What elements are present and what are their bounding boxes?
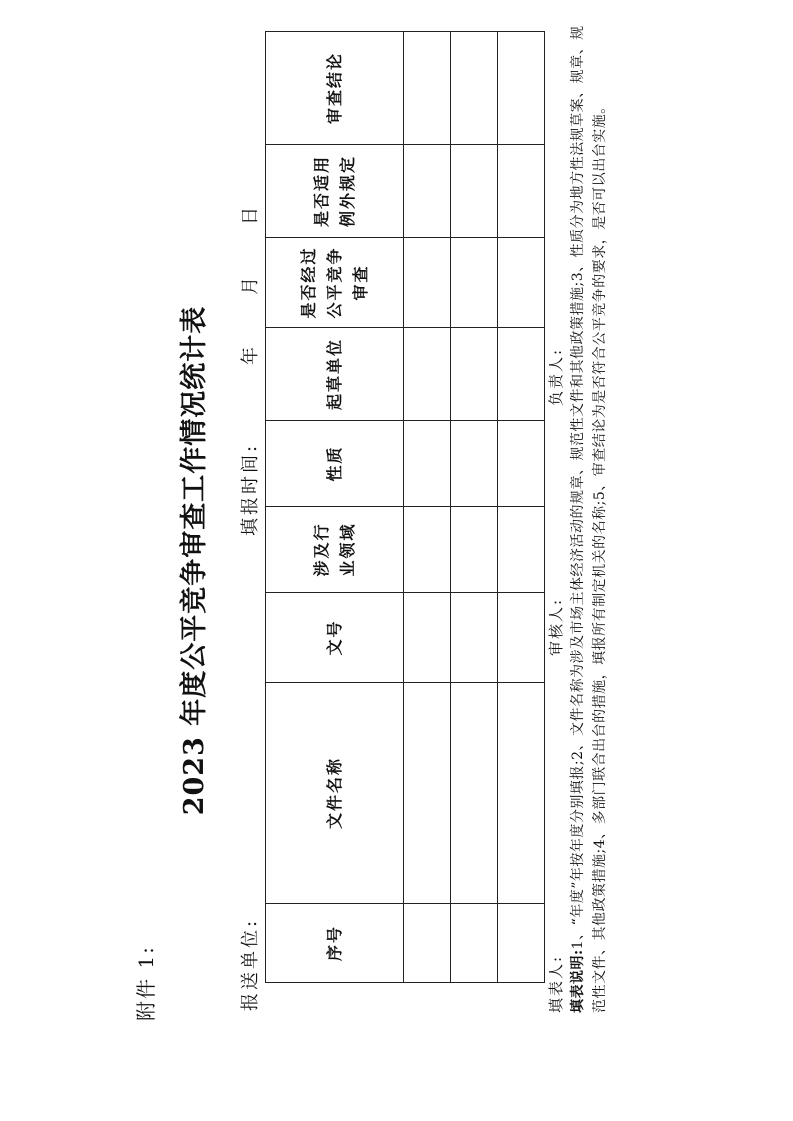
table-cell — [404, 421, 451, 507]
table-cell — [451, 145, 498, 238]
column-header-line: 性质 — [324, 445, 344, 482]
column-header — [266, 421, 404, 507]
table-cell — [498, 421, 545, 507]
column-header-line: 例外规定 — [337, 155, 357, 228]
table-cell — [451, 32, 498, 145]
table-cell — [404, 904, 451, 983]
table-cell — [404, 145, 451, 238]
table-row — [498, 32, 545, 983]
reviewer-signature-label: 审核人: — [547, 597, 565, 656]
table-cell — [451, 421, 498, 507]
table-cell — [451, 904, 498, 983]
fill-date-label: 填报时间: — [240, 442, 261, 536]
column-header-line: 文号 — [324, 619, 344, 656]
table-cell — [498, 507, 545, 593]
column-header-line: 审查 — [350, 264, 370, 301]
table-cell — [498, 145, 545, 238]
table-cell — [451, 328, 498, 421]
column-header — [266, 683, 404, 904]
column-header — [266, 593, 404, 683]
column-header — [266, 145, 404, 238]
column-header-line: 序号 — [324, 925, 344, 962]
table-cell — [404, 507, 451, 593]
column-header-line: 涉及行 — [311, 522, 331, 577]
fill-date-month: 月 — [240, 274, 261, 295]
filler-signature-label: 填表人: — [547, 954, 565, 1013]
column-header-line: 业领域 — [337, 522, 357, 577]
table-cell — [404, 683, 451, 904]
table-cell — [498, 593, 545, 683]
filling-instructions — [567, 13, 611, 1013]
column-header-line: 文件名称 — [324, 757, 344, 830]
table-cell — [404, 32, 451, 145]
table-header-row — [266, 32, 404, 983]
table-cell — [451, 238, 498, 328]
column-header — [266, 507, 404, 593]
table-cell — [498, 32, 545, 145]
table-cell — [404, 328, 451, 421]
table-body — [404, 32, 545, 983]
attachment-label: 附件 1: — [134, 945, 158, 1021]
document-title: 2023 年度公平竞争审查工作情况统计表 — [179, 305, 210, 816]
filling-instructions-text: 1、“年度”年按年度分别填报;2、文件名称为涉及市场主体经济活动的规章、规范性文件和其他政策措施;3、性质分为地方性法规草案、规章、规范性文件、其他政策措施;4、多部门联合出台的措施，填报所有制定机关的名称;5、审查结论为是否符合公平竞争的要求，是否可以出台实施。 — [570, 25, 608, 1013]
table-cell — [498, 683, 545, 904]
table-cell — [451, 593, 498, 683]
column-header-line: 是否经过 — [298, 246, 318, 319]
fill-date-year: 年 — [240, 344, 261, 365]
table-row — [451, 32, 498, 983]
column-header-line: 是否适用 — [311, 155, 331, 228]
column-header — [266, 328, 404, 421]
column-header-line: 公平竞争 — [324, 246, 344, 319]
fill-date-day: 日 — [240, 204, 261, 225]
table-cell — [404, 593, 451, 683]
column-header — [266, 904, 404, 983]
table-cell — [451, 507, 498, 593]
statistics-table — [265, 31, 545, 983]
report-unit-label: 报送单位: — [240, 917, 261, 1011]
leader-signature-label: 负责人: — [547, 347, 565, 406]
column-header — [266, 32, 404, 145]
filling-instructions-label: 填表说明: — [570, 949, 586, 1013]
column-header-line: 审查结论 — [324, 52, 344, 125]
table-cell — [498, 328, 545, 421]
table-cell — [498, 238, 545, 328]
table-cell — [404, 238, 451, 328]
table-cell — [498, 904, 545, 983]
table-row — [404, 32, 451, 983]
column-header — [266, 238, 404, 328]
table-cell — [451, 683, 498, 904]
column-header-line: 起草单位 — [324, 338, 344, 411]
